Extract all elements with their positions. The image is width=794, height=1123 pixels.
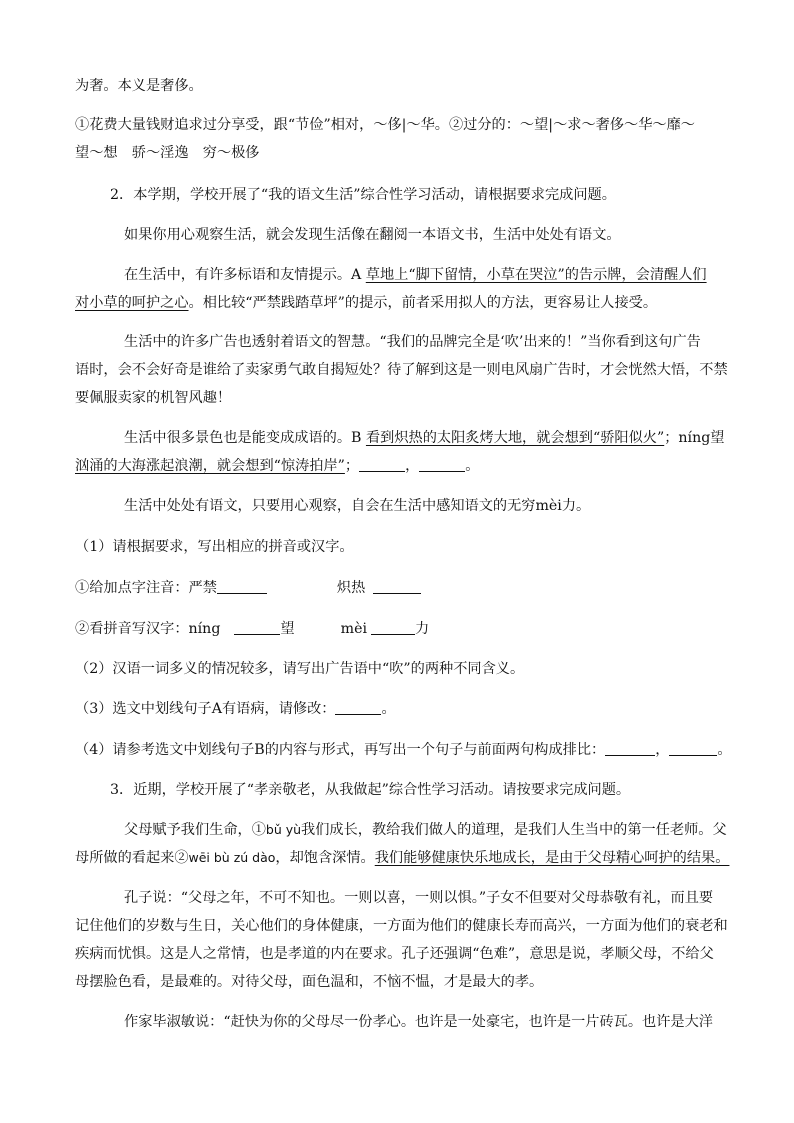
- sub-question-1a: [75, 578, 421, 598]
- underlined-sentence: 我们能够健康快乐地成长，是由于父母精心呵护的结果。: [374, 850, 730, 866]
- text-span: 父母赋予我们生命，①: [124, 822, 266, 838]
- answer-blank[interactable]: [335, 700, 381, 715]
- text-line: [124, 820, 727, 840]
- text-span: ，却饱含深情。: [275, 850, 375, 866]
- text-span: 母所做的看起来②: [75, 850, 189, 866]
- underlined-sentence-a: 对小草的呵护之心: [75, 295, 189, 311]
- text-span: 生活中很多景色也是能变成成语的。B: [124, 430, 366, 446]
- text-line: 如果你用心观察生活，就会发现生活像在翻阅一本语文书，生活中处处有语文。: [124, 227, 621, 243]
- sub-question-2: （2）汉语一词多义的情况较多，请写出广告语中“吹”的两种不同含义。: [75, 661, 525, 677]
- answer-blank[interactable]: [605, 741, 655, 756]
- answer-blank[interactable]: [669, 741, 717, 756]
- text-span: 望: [280, 621, 295, 637]
- sub-question-4: [75, 740, 732, 760]
- text-line: 孔子说：“父母之年，不可不知也。一则以喜，一则以惧。”子女不但要对父母恭敬有礼，而且要: [124, 890, 714, 906]
- sub-question-1b: [75, 619, 429, 639]
- text-span: 。: [381, 701, 396, 717]
- text-line: 要佩服卖家的机智风趣！: [75, 390, 232, 406]
- sub-question-1: （1）请根据要求，写出相应的拼音或汉字。: [75, 539, 354, 555]
- text-span: ①给加点字注音：严禁: [75, 580, 217, 596]
- underlined-sentence-a: 草地上“脚下留情，小草在哭泣”的告示牌，会清醒人们: [365, 267, 707, 283]
- text-span: ；níng望: [664, 430, 725, 446]
- text-line: ①花费大量钱财追求过分享受，跟“节俭”相对，～侈|～华。②过分的：～望|～求～奢侈～华～靡～: [75, 117, 695, 133]
- underlined-sentence-b: 看到炽热的太阳炙烤大地，就会想到“骄阳似火”: [365, 430, 665, 446]
- pinyin: bǔ yù: [265, 822, 302, 837]
- text-line: 生活中处处有语文，只要用心观察，自会在生活中感知语文的无穷mèi力。: [124, 498, 591, 514]
- text-line: 为奢。本义是奢侈。: [75, 78, 203, 94]
- answer-blank[interactable]: [371, 620, 415, 635]
- answer-blank[interactable]: [217, 579, 267, 594]
- question-3-heading: 3．近期，学校开展了“孝亲敬老，从我做起”综合性学习活动。请按要求完成问题。: [110, 782, 631, 798]
- text-span: 在生活中，有许多标语和友情提示。A: [124, 267, 366, 283]
- text-line: 母摆脸色看，是最难的。对待父母，面色温和，不恼不愠，才是最大的孝。: [75, 974, 544, 990]
- text-line: [75, 293, 657, 313]
- text-span: mèi: [340, 621, 367, 637]
- text-span: ，: [655, 742, 670, 758]
- text-line: [124, 265, 707, 285]
- text-line: 望～想 骄～淫逸 穷～极侈: [75, 145, 260, 161]
- text-line: [75, 456, 480, 476]
- text-span: 炽热: [336, 580, 366, 596]
- text-span: 我们成长，教给我们做人的道理，是我们人生当中的第一任老师。父: [301, 822, 727, 838]
- text-line: 疾病而忧惧。这是人之常情，也是孝道的内在要求。孔子还强调“色难”，意思是说，孝顺父母，不给父: [75, 946, 714, 962]
- answer-blank[interactable]: [373, 579, 421, 594]
- text-line: 记住他们的岁数与生日，关心他们的身体健康，一方面为他们的健康长寿而高兴，一方面为他们的衰老和: [75, 918, 728, 934]
- sub-question-3: [75, 699, 396, 719]
- text-span: （3）选文中划线句子A有语病，请修改：: [75, 701, 336, 717]
- text-span: 。相比较“严禁践踏草坪”的提示，前者采用拟人的方法，更容易让人接受。: [188, 295, 658, 311]
- answer-blank[interactable]: [234, 620, 280, 635]
- text-line: [124, 428, 724, 448]
- pinyin: wēi bù zú dào: [188, 850, 276, 865]
- text-span: 力: [415, 621, 430, 637]
- answer-blank[interactable]: [419, 457, 465, 472]
- text-span: ；: [344, 458, 360, 474]
- text-line: 生活中的许多广告也透射着语文的智慧。“我们的品牌完全是‘吹’出来的！”当你看到这句广告: [124, 334, 701, 350]
- text-span: ②看拼音写汉字：níng: [75, 621, 221, 637]
- text-span: （4）请参考选文中划线句子B的内容与形式，再写出一个句子与前面两句构成排比：: [75, 742, 606, 758]
- answer-blank[interactable]: [359, 457, 405, 472]
- text-line: 作家毕淑敏说：“赶快为你的父母尽一份孝心。也许是一处豪宅，也许是一片砖瓦。也许是大洋: [124, 1014, 713, 1030]
- text-span: ，: [405, 458, 420, 474]
- text-span: 。: [717, 742, 732, 758]
- text-line: 语时，会不会好奇是谁给了卖家勇气敢自揭短处？待了解到这是一则电风扇广告时，才会恍然大悟，不禁: [75, 362, 728, 378]
- underlined-sentence-b: 汹涌的大海涨起浪潮，就会想到“惊涛拍岸”: [75, 458, 345, 474]
- question-2-heading: 2．本学期，学校开展了“我的语文生活”综合性学习活动，请根据要求完成问题。: [110, 187, 616, 203]
- text-span: 。: [465, 458, 480, 474]
- text-line: [75, 848, 729, 868]
